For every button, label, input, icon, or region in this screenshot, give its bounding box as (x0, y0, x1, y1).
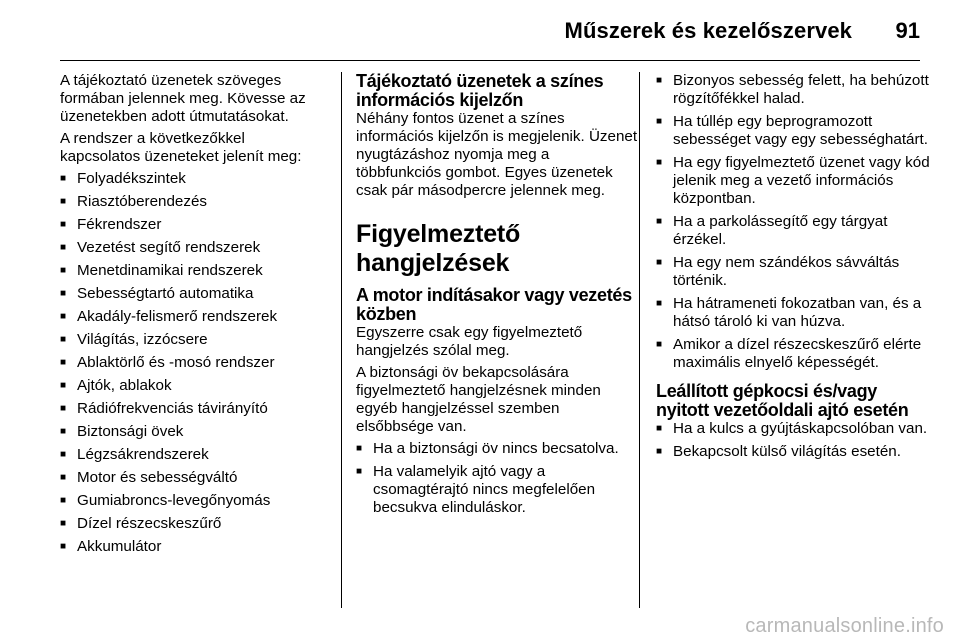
parked-conditions-list (656, 420, 932, 461)
list-item: ■ Bekapcsolt külső világítás esetén. (656, 443, 932, 461)
list-item: ■ Akkumulátor (60, 538, 328, 556)
list-item: ■ Világítás, izzócsere (60, 331, 328, 349)
list-item: ■ Dízel részecskeszűrő (60, 515, 328, 533)
heading-engine-start: A motor indításakor vagy vezetés közben (356, 285, 632, 324)
list-item: ■ Ha valamelyik ajtó vagy a csomagtérajtó nincs megfelelően becsukva elinduláskor. (356, 463, 638, 517)
list-item: ■ Ajtók, ablakok (60, 377, 328, 395)
list-item: ■ Vezetést segítő rendszerek (60, 239, 328, 257)
watermark-text: carmanualsonline.info (745, 615, 944, 637)
heading-color-display-messages: Tájékoztató üzenetek a színes információs kijelzőn (356, 71, 604, 110)
list-item: ■ Motor és sebességváltó (60, 469, 328, 487)
header-rule (60, 60, 920, 61)
list-item: ■ Ha egy figyelmeztető üzenet vagy kód jelenik meg a vezető információs központban. (656, 154, 932, 208)
list-item: ■ Folyadékszintek (60, 170, 328, 188)
list-item: ■ Ha egy nem szándékos sávváltás történik. (656, 254, 932, 290)
single-chime-paragraph: Egyszerre csak egy figyelmeztető hangjelzés szólal meg. (356, 324, 583, 359)
list-item: ■ Légzsákrendszerek (60, 446, 328, 464)
list-item: ■ Biztonsági övek (60, 423, 328, 441)
list-item: ■ Ablaktörlő és -mosó rendszer (60, 354, 328, 372)
list-item: ■ Akadály-felismerő rendszerek (60, 308, 328, 326)
list-item: ■ Ha túllép egy beprogramozott sebességet vagy egy sebességhatárt. (656, 113, 932, 149)
list-item: ■ Gumiabroncs-levegőnyomás (60, 492, 328, 510)
list-item: ■ Ha a kulcs a gyújtáskapcsolóban van. (656, 420, 932, 438)
list-item: ■ Ha hátrameneti fokozatban van, és a hátsó tároló ki van húzva. (656, 295, 932, 331)
chime-conditions-list (356, 440, 638, 517)
intro-paragraph: A tájékoztató üzenetek szöveges formában jelennek meg. Kövesse az üzenetekben adott útmutatásokat. (60, 72, 306, 125)
list-item: ■ Bizonyos sebesség felett, ha behúzott rögzítőfékkel halad. (656, 72, 932, 108)
list-item: ■ Fékrendszer (60, 216, 328, 234)
list-item: ■ Ha a biztonsági öv nincs becsatolva. (356, 440, 638, 458)
list-item: ■ Riasztóberendezés (60, 193, 328, 211)
column-divider-2 (639, 72, 640, 608)
seatbelt-priority-paragraph: A biztonsági öv bekapcsolására figyelmeztető hangjelzésnek minden egyéb hangjelzéssel szemben elsőbbsége van. (356, 364, 601, 435)
column-1 (60, 72, 328, 561)
page-number: 91 (895, 18, 920, 43)
list-item: ■ Ha a parkolássegítő egy tárgyat érzékel. (656, 213, 932, 249)
color-display-paragraph: Néhány fontos üzenet a színes információs kijelzőn is megjelenik. Üzenet nyugtázáshoz nyomja meg a többfunkciós gombot. Egyes üzenetek csak pár másodpercre jelennek meg. (356, 110, 638, 199)
system-messages-paragraph: A rendszer a következőkkel kapcsolatos üzeneteket jelenít meg: (60, 130, 302, 165)
list-item: ■ Rádiófrekvenciás távirányító (60, 400, 328, 418)
column-2 (356, 72, 638, 522)
list-item: ■ Menetdinamikai rendszerek (60, 262, 328, 280)
section-title-warning-chimes: Figyelmeztető hangjelzések (356, 220, 521, 277)
column-3 (656, 72, 932, 466)
list-item: ■ Sebességtartó automatika (60, 285, 328, 303)
page-header-title: Műszerek és kezelőszervek (564, 18, 852, 43)
list-item: ■ Amikor a dízel részecskeszűrő elérte maximális elnyelő képességét. (656, 336, 932, 372)
chime-conditions-list-continued (656, 72, 932, 372)
column-divider-1 (341, 72, 342, 608)
heading-parked-vehicle: Leállított gépkocsi és/vagy nyitott vezetőoldali ajtó esetén (656, 381, 909, 420)
message-category-list (60, 170, 328, 556)
